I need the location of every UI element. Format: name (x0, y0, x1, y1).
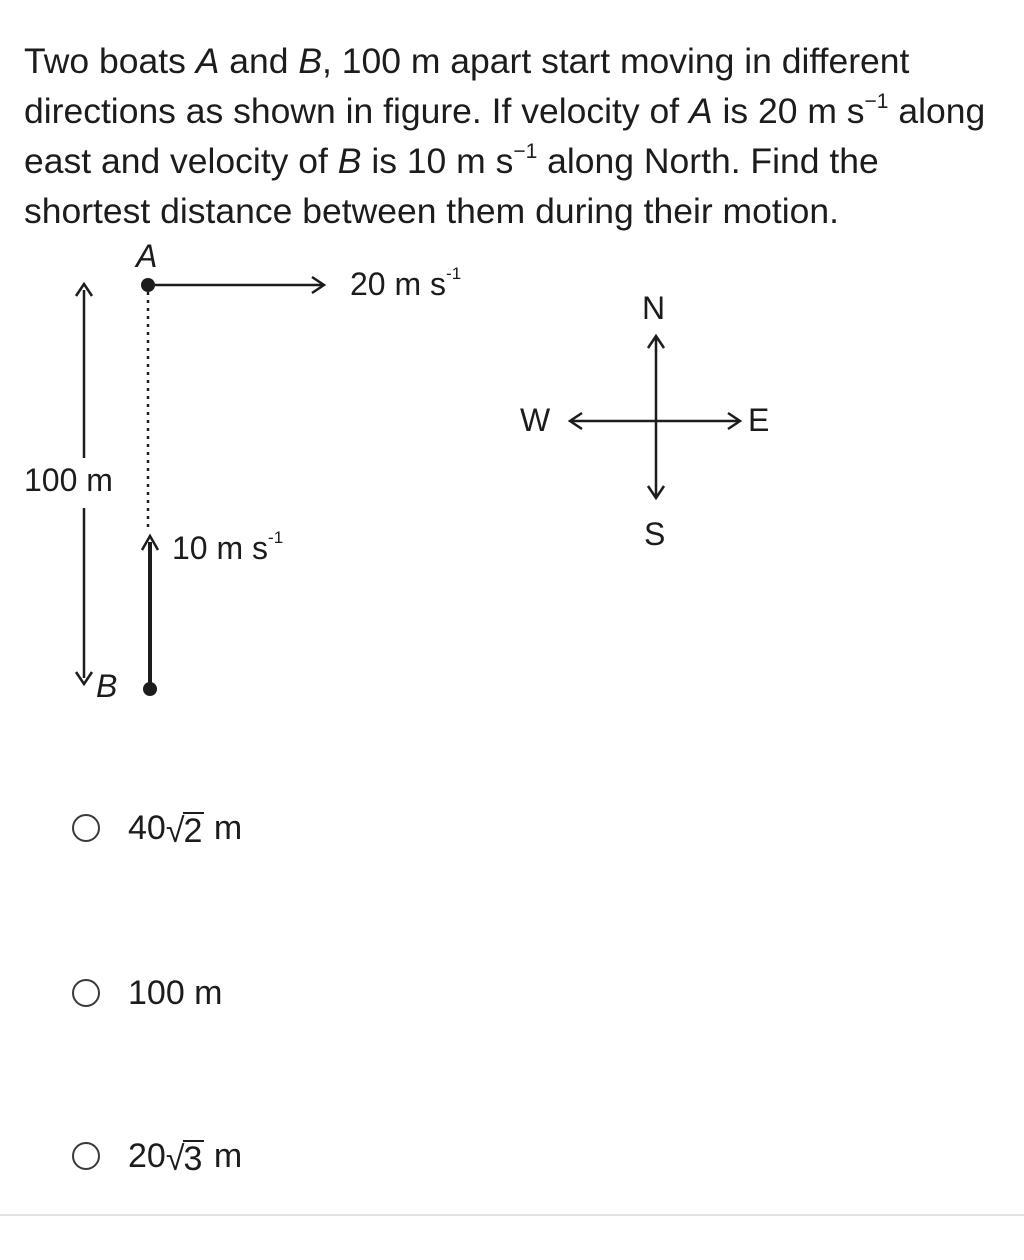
compass-south-label: S (644, 516, 666, 552)
boats-figure (0, 230, 800, 710)
option-1-text: 40 √ 2 m (128, 808, 243, 850)
velocity-a-label: 20 m $s^{-1}$ (350, 264, 462, 302)
boat-a-dot (141, 278, 155, 292)
question-text: Two boats A and B, 100 m apart start moving in different directions as shown in figure. If velocity of A is 20 m $s^{-1}$ along east and velocity of B is 10 m $s^{-1}$ along North. Find the shortest distance between them during their motion. (24, 41, 986, 231)
option-2-text: 100 m (128, 973, 223, 1012)
sqrt-sign: √ 2 (165, 811, 203, 850)
boat-b-dot (143, 682, 157, 696)
label-a: A (136, 238, 158, 274)
compass-east-label: E (748, 402, 770, 438)
compass-west-label: W (520, 402, 551, 438)
label-b: B (96, 668, 118, 704)
option-3-text: 20 √ 3 m (128, 1136, 243, 1178)
option-2-radio[interactable] (72, 979, 100, 1007)
velocity-b-label: 10 m $s^{-1}$ (172, 528, 284, 566)
option-1-radio[interactable] (72, 814, 100, 842)
option-3[interactable] (72, 1126, 242, 1186)
option-1[interactable] (72, 798, 242, 858)
bottom-divider (0, 1214, 1024, 1216)
compass-north-label: N (642, 290, 666, 326)
option-2[interactable] (72, 963, 223, 1023)
distance-label: 100 m (24, 462, 113, 498)
sqrt-sign: √ 3 (165, 1139, 203, 1178)
option-3-radio[interactable] (72, 1142, 100, 1170)
